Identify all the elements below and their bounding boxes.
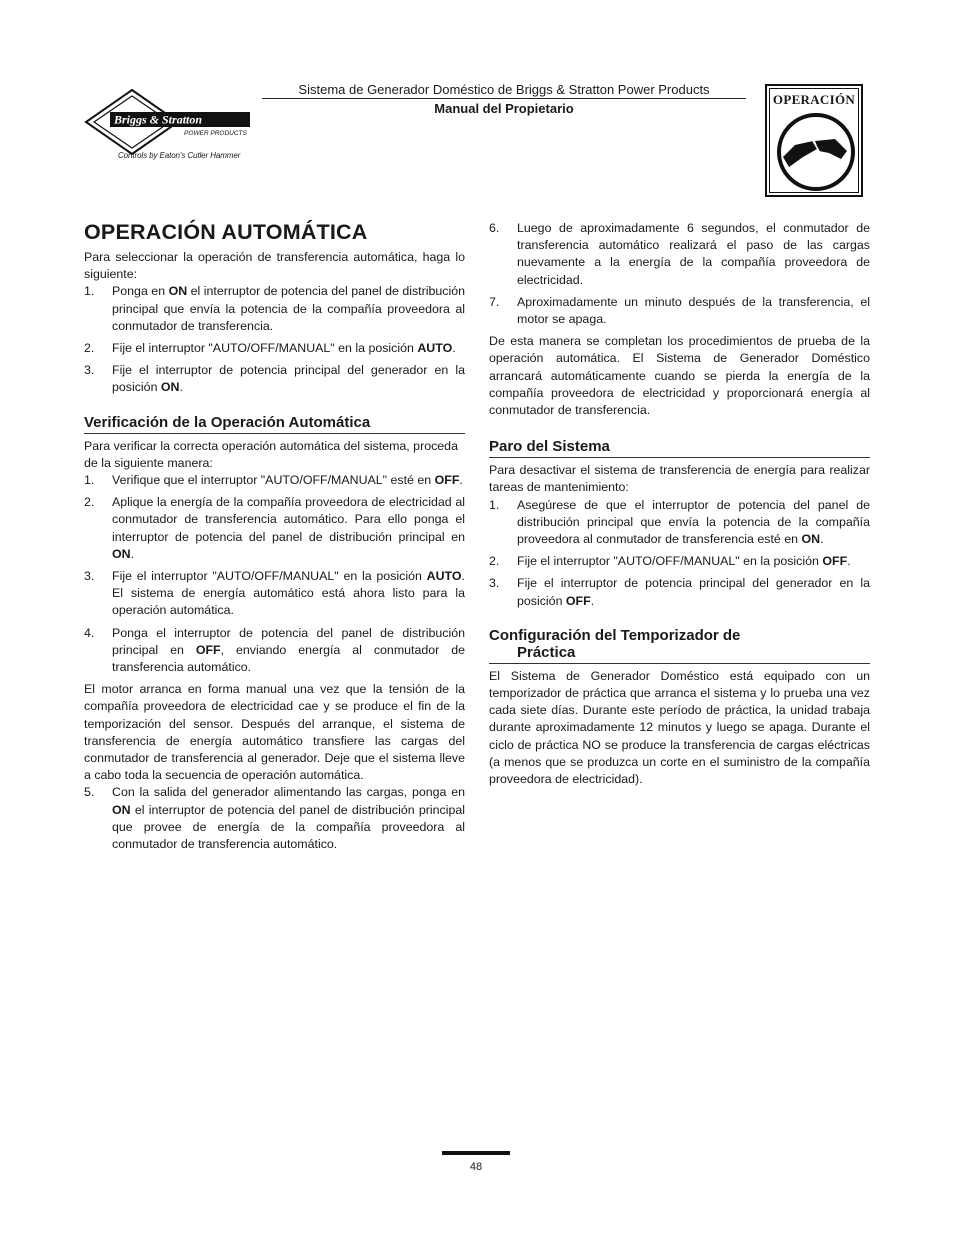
step-text: , enviando energía al conmutador de transferencia automático.: [112, 642, 466, 675]
header-subtitle: Manual del Propietario: [434, 101, 574, 116]
intro-paragraph: Para seleccionar la operación de transferencia automática, haga lo siguiente:: [84, 250, 465, 282]
left-column: [84, 220, 465, 853]
step-text: el interruptor de potencia del panel de distribución principal que envía la potencia de la compañía proveedora al conmutador de transferencia.: [112, 284, 465, 333]
step-bold: OFF: [195, 642, 221, 657]
stop-intro: Para desactivar el sistema de transferencia de energía para realizar tareas de mantenimiento:: [489, 463, 870, 495]
step-number: 6.: [489, 221, 500, 235]
step-number: 1.: [489, 497, 500, 512]
step-text: Fije el interruptor "AUTO/OFF/MANUAL" en la posición: [112, 341, 418, 356]
switch-hand-icon: [773, 111, 859, 193]
step-number: 3.: [489, 576, 500, 591]
verify-heading: Verificación de la Operación Automática: [84, 414, 465, 434]
step-text: el interruptor de potencia del panel de distribución principal que provee de energía de la compañía proveedora al conmutador de transferencia automático.: [112, 802, 465, 852]
step-number: 7.: [489, 294, 500, 309]
step-number: 2.: [84, 341, 95, 356]
step-bold: AUTO: [417, 341, 453, 356]
step-bold: ON: [801, 532, 821, 547]
auto-steps-list: [84, 283, 465, 396]
step-text: .: [459, 473, 463, 488]
step-bold: ON: [112, 802, 131, 817]
step-text: Luego de aproximadamente 6 segundos, el conmutador de transferencia automático realizará el paso de las cargas nuevamente a la energía de la compañía proveedora de electricidad.: [517, 221, 870, 287]
logo-brand-text: Briggs & Stratton: [114, 112, 203, 127]
list-item: [489, 220, 870, 289]
step-text: Fije el interruptor "AUTO/OFF/MANUAL" en la posición: [112, 569, 427, 584]
logo-sub-text: POWER PRODUCTS: [184, 130, 247, 137]
step-bold: ON: [112, 546, 131, 561]
page-number-bar: [442, 1151, 510, 1155]
list-item: [489, 497, 870, 549]
list-item: [84, 494, 465, 563]
stop-steps-list: [489, 497, 870, 610]
list-item: [84, 625, 465, 677]
list-item: [84, 362, 465, 396]
header-title: Sistema de Generador Doméstico de Briggs & Stratton Power Products: [298, 82, 710, 97]
step-text: Aproximadamente un minuto después de la transferencia, el motor se apaga.: [517, 294, 870, 327]
step-text: Ponga en: [112, 284, 169, 299]
step-number: 3.: [84, 363, 95, 378]
step-bold: ON: [168, 284, 188, 299]
step-bold: AUTO: [426, 569, 462, 584]
list-item: [84, 283, 465, 335]
step-text: Verifique que el interruptor "AUTO/OFF/MANUAL" esté en: [112, 473, 435, 488]
list-item: [489, 575, 870, 609]
verify-intro: Para verificar la correcta operación automática del sistema, proceda de la siguiente manera:: [84, 438, 458, 470]
timer-heading-line1: Configuración del Temporizador de: [489, 626, 741, 644]
page-title: OPERACIÓN AUTOMÁTICA: [84, 220, 368, 244]
verify-steps-list: [84, 472, 465, 676]
step-bold: OFF: [565, 593, 591, 608]
step-text: Asegúrese de que el interruptor de potencia del panel de distribución principal que envía la potencia de la compañía proveedora al conmutador de transferencia esté en: [517, 497, 870, 547]
list-item: [489, 553, 870, 570]
step-text: Con la salida del generador alimentando las cargas, ponga en: [112, 785, 465, 800]
step-text: .: [847, 554, 851, 569]
step-number: 1.: [84, 473, 95, 488]
step-number: 2.: [84, 495, 95, 510]
operation-badge-label: OPERACIÓN: [772, 92, 856, 107]
timer-heading: [489, 627, 870, 664]
step5-list: [84, 784, 465, 853]
operation-badge-frame: [769, 88, 859, 193]
list-item: [489, 294, 870, 328]
step-text: .: [130, 546, 135, 561]
step-text: Aplique la energía de la compañía proveedora de electricidad al conmutador de transferencia automático. Para ello ponga el interruptor de potencia del panel de distribución principal en: [112, 495, 465, 544]
timer-paragraph: El Sistema de Generador Doméstico está equipado con un temporizador de práctica que arranca el sistema y lo prueba una vez cada siete días. Durante este período de práctica, la unidad trabaja durante aproximadamente 12 minutos y luego se apaga. Durante el ciclo de práctica NO se produce la transferencia de cargas eléctricas (a menos que se produzca un corte en el suministro de la compañía proveedora de electricidad).: [489, 668, 870, 787]
page-number: 48: [469, 1161, 483, 1173]
motor-paragraph: El motor arranca en forma manual una vez que la tensión de la compañía proveedora de electricidad cae y se produce el fin de la temporización del sensor. Después del arranque, el sistema de transferencia de energía automático transfiere las cargas del conmutador de transferencia al generador. Deje que el sistema lleve a cabo toda la secuencia de operación automática.: [84, 682, 465, 783]
logo-tagline: Controls by Eaton's Cutler Hammer: [118, 151, 241, 160]
step-number: 1.: [84, 284, 95, 299]
step-text: .: [590, 593, 595, 608]
list-item: [84, 472, 465, 489]
list-item: [84, 340, 465, 357]
step-text: .: [820, 532, 824, 547]
operation-badge: [765, 84, 863, 197]
step-number: 3.: [84, 569, 95, 584]
step-number: 4.: [84, 625, 95, 640]
list-item: [84, 784, 465, 853]
right-column: [489, 220, 870, 788]
auto-steps-continued: [489, 220, 870, 328]
step-number: 5.: [84, 785, 95, 800]
step-text: .: [452, 341, 456, 356]
step-text: Fije el interruptor de potencia principal del generador en la posición: [517, 576, 870, 608]
timer-heading-line2: Práctica: [517, 643, 576, 661]
complete-paragraph: De esta manera se completan los procedimientos de prueba de la operación automática. El Sistema de Generador Doméstico arrancará automáticamente cuando se pierda la energía de la compañía proveedora de electricidad y proporcionará energía al conmutador de transferencia.: [489, 334, 870, 418]
step-text: Fije el interruptor "AUTO/OFF/MANUAL" en la posición: [517, 554, 823, 569]
step-number: 2.: [489, 554, 500, 569]
step-text: Fije el interruptor de potencia principal del generador en la posición: [112, 363, 465, 395]
step-bold: OFF: [822, 554, 848, 569]
step-text: . El sistema de energía automático está ahora listo para la operación automática.: [112, 569, 465, 618]
step-bold: OFF: [434, 473, 460, 488]
step-text: Ponga el interruptor de potencia del panel de distribución principal en: [112, 625, 465, 657]
step-bold: ON: [160, 380, 180, 395]
list-item: [84, 568, 465, 620]
header-rule: [262, 98, 746, 99]
stop-heading: Paro del Sistema: [489, 438, 870, 458]
step-text: .: [179, 380, 183, 395]
